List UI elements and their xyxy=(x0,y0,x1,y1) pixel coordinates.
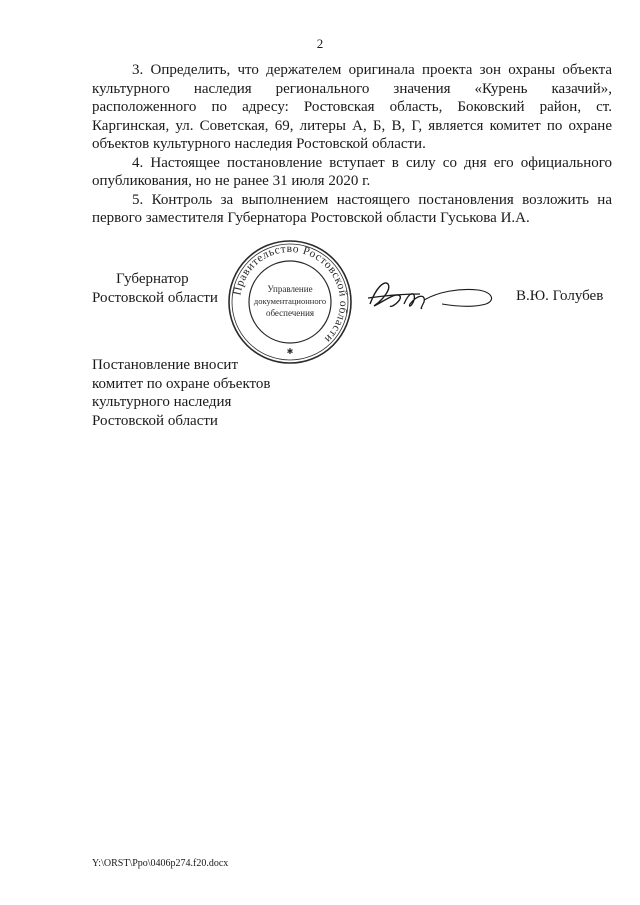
submitter-line3: культурного наследия xyxy=(92,394,232,410)
seal-inner-line1: Управление xyxy=(267,284,313,294)
governor-title xyxy=(92,270,218,308)
seal-outer-text: Правительство Ростовской области xyxy=(231,242,350,346)
paragraph-3: 3. Определить, что держателем оригинала проекта зон охраны объекта культурного наследия регионального значения «Курень казачий», расположенного по адресу: Ростовская область, Боковский район, ст. Каргинская, ул. Советская, 69, литеры А, Б, В, Г, является комитет по охране объектов культурного наследия Ростовской области. xyxy=(92,62,612,152)
seal-inner-line3: обеспечения xyxy=(265,308,315,318)
governor-title-line1: Губернатор xyxy=(116,271,189,287)
submitter-line4: Ростовской области xyxy=(92,412,218,429)
handwritten-signature xyxy=(362,270,502,318)
submitter-line2: комитет по охране объектов xyxy=(92,375,271,392)
official-seal xyxy=(226,238,354,366)
submitter-line1: Постановление вносит xyxy=(92,357,239,373)
paragraph-4: 4. Настоящее постановление вступает в силу со дня его официального опубликования, но не ранее 31 июля 2020 г. xyxy=(92,154,612,189)
seal-inner-line2: документационного xyxy=(253,296,327,306)
page-number: 2 xyxy=(316,36,324,51)
governor-name: В.Ю. Голубев xyxy=(516,288,604,304)
footer-file-path: Y:\ORST\Ppo\0406p274.f20.docx xyxy=(92,858,229,869)
submitter-block xyxy=(92,356,270,430)
seal-star-icon: ✱ xyxy=(286,347,294,356)
governor-title-line2: Ростовской области xyxy=(92,290,218,306)
paragraph-5: 5. Контроль за выполнением настоящего постановления возложить на первого заместителя Губернатора Ростовской области Гуськова И.А. xyxy=(92,191,612,226)
